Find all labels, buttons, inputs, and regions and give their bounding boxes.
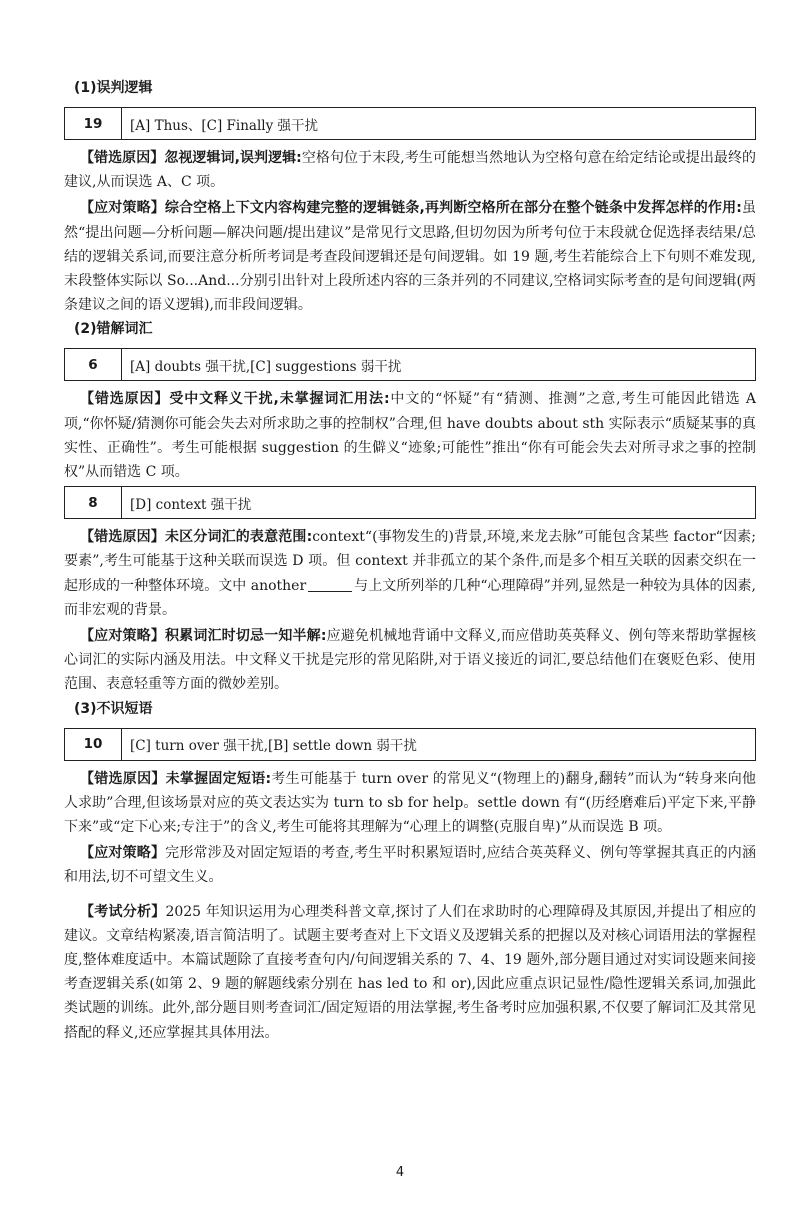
paragraph-text: 与上文所列举的几种“心理障碍”并列,显然是一种较为具体的因素,而非宏观的背景。 — [64, 577, 756, 618]
paragraph-tag: 【错选原因】 — [80, 529, 165, 546]
paragraph-lead: 综合空格上下文内容构建完整的逻辑链条,再判断空格所在部分在整个链条中发挥怎样的作用: — [164, 200, 742, 217]
blank-line — [308, 577, 352, 592]
item-number: 10 — [65, 729, 122, 760]
section-title: (3)不识短语 — [74, 700, 153, 717]
analysis-paragraph — [64, 900, 756, 1045]
paragraph — [64, 146, 756, 194]
paragraph-text: 考生可能基于 turn over 的常见义“(物理上的)翻身,翻转”而认为“转身来向他人求助”合理,但该场景对应的英文表达实为 turn to sb for help。settle down 有“(历经磨难后)平定下来,平静下来”或“定下心来;专注于”的含义,考生可能将其理解为“心理上的调整(克服自卑)”从而误选 B 项。 — [64, 770, 756, 836]
paragraph-text: 空格句位于末段,考生可能想当然地认为空格句意在给定结论或提出最终的建议,从而误选 A、C 项。 — [64, 150, 756, 191]
paragraph-tag: 【应对策略】 — [80, 845, 166, 862]
item-box — [64, 728, 756, 761]
item-number: 19 — [65, 108, 122, 139]
section-title: (1)误判逻辑 — [74, 80, 153, 96]
page-number: 4 — [395, 1165, 405, 1180]
section-title: (2)错解词汇 — [74, 321, 153, 338]
paragraph-tag: 【错选原因】 — [80, 391, 170, 408]
paragraph-lead: 受中文释义干扰,未掌握词汇用法: — [169, 391, 390, 408]
paragraph-tag: 【考试分析】 — [80, 903, 166, 920]
paragraph — [64, 624, 756, 697]
paragraph-lead: 忽视逻辑词,误判逻辑: — [164, 150, 302, 166]
paragraph — [64, 525, 756, 622]
item-options: [A] doubts 强干扰,[C] suggestions 弱干扰 — [130, 358, 402, 375]
paragraph-tag: 【错选原因】 — [80, 150, 165, 166]
paragraph-text: 应避免机械地背诵中文释义,而应借助英英释义、例句等来帮助掌握核心词汇的实际内涵及用法。中文释义干扰是完形的常见陷阱,对于语义接近的词汇,要总结他们在褒贬色彩、使用范围、表意轻重等方面的微妙差别。 — [64, 628, 756, 693]
paragraph-text: 2025 年知识运用为心理类科普文章,探讨了人们在求助时的心理障碍及其原因,并提出了相应的建议。文章结构紧凑,语言简洁明了。试题主要考查对上下文语义及逻辑关系的把握以及对核心词语用法的掌握程度,整体难度适中。本篇试题除了直接考查句内/句间逻辑关系的 7、4、19 题外,部分题目通过对实词设题来间接考查逻辑关系(如第 2、9 题的解题线索分别在 has led to 和 or),因此应重点识记显性/隐性逻辑关系词,加强此类试题的训练。此外,部分题目则考查词汇/固定短语的用法掌握,考生备考时应加强积累,不仅要了解词汇及其常见搭配的释义,还应掌握其具体用法。 — [64, 903, 756, 1041]
paragraph-text: 中文的“怀疑”有“猜测、推测”之意,考生可能因此错选 A 项,“你怀疑/猜测你可能会失去对所求助之事的控制权”合理,但 have doubts about sth 实际表示“质疑某事的真实性、正确性”。考生可能根据 suggestion 的生僻义“迹象;可能性”推出“你有可能会失去对所寻求之事的控制权”从而错选 C 项。 — [64, 391, 757, 481]
item-box — [64, 348, 756, 381]
paragraph-tag: 【应对策略】 — [80, 200, 165, 217]
paragraph-text: 完形常涉及对固定短语的考查,考生平时积累短语时,应结合英英释义、例句等掌握其真正的内涵和用法,切不可望文生义。 — [64, 845, 756, 886]
item-number: 8 — [65, 487, 122, 518]
paragraph-lead: 未区分词汇的表意范围: — [164, 529, 313, 546]
paragraph-lead: 未掌握固定短语: — [165, 770, 272, 787]
paragraph — [64, 196, 756, 317]
paragraph-tag: 【应对策略】 — [80, 628, 165, 645]
paragraph-text: context“(事物发生的)背景,环境,来龙去脉”可能包含某些 factor“因素;要素”,考生可能基于这种关联而误选 D 项。但 context 并非孤立的某个条件,而是多个相互关联的因素交织在一起形成的一种整体环境。文中 another — [64, 529, 756, 594]
paragraph-lead: 积累词汇时切忌一知半解: — [165, 628, 327, 645]
item-options: [C] turn over 强干扰,[B] settle down 弱干扰 — [130, 738, 417, 755]
paragraph-tag: 【错选原因】 — [80, 770, 166, 787]
item-options: [D] context 强干扰 — [130, 496, 252, 513]
item-box — [64, 107, 756, 140]
page-content — [64, 78, 756, 1047]
item-options: [A] Thus、[C] Finally 强干扰 — [130, 117, 319, 134]
paragraph-text: 虽然“提出问题—分析问题—解决问题/提出建议”是常见行文思路,但切勿因为所考句位于末段就仓促选择表结果/总结的逻辑关系词,而要注意分析所考词是考查段间逻辑还是句间逻辑。如 19 题,考生若能综合上下句则不难发现,末段整体实际以 So...And...分别引出针对上段所述内容的三条并列的不同建议,空格词实际考查的是句间逻辑(两条建议之间的语义逻辑),而非段间逻辑。 — [64, 200, 757, 314]
paragraph — [64, 767, 756, 840]
item-box — [64, 486, 756, 519]
spacer — [64, 892, 756, 900]
paragraph — [64, 841, 756, 889]
paragraph — [64, 387, 756, 484]
item-number: 6 — [65, 349, 122, 380]
